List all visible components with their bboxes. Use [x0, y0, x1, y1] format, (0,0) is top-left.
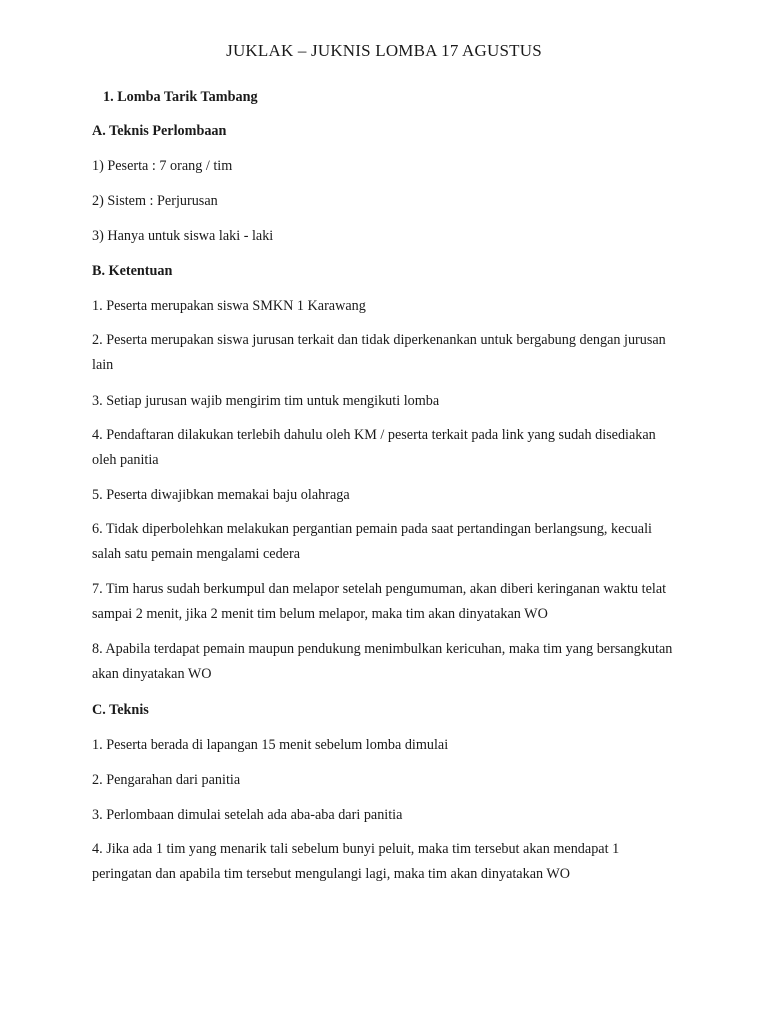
part-c-item-4: 4. Jika ada 1 tim yang menarik tali sebelum bunyi peluit, maka tim tersebut akan mendapat 1 peringatan dan apabila tim tersebut mengulangi lagi, maka tim akan dinyatakan WO — [92, 841, 620, 882]
part-c-item-3: 3. Perlombaan dimulai setelah ada aba-aba dari panitia — [92, 807, 403, 823]
part-b-item-7: 7. Tim harus sudah berkumpul dan melapor setelah pengumuman, akan diberi keringanan waktu telat sampai 2 menit, jika 2 menit tim belum melapor, maka tim akan dinyatakan WO — [92, 581, 667, 622]
part-b-heading: B. Ketentuan — [92, 263, 173, 279]
section-heading-tarik-tambang: 1. Lomba Tarik Tambang — [103, 89, 258, 105]
part-a-item-1: 1) Peserta : 7 orang / tim — [92, 158, 233, 174]
part-a-item-2: 2) Sistem : Perjurusan — [92, 193, 218, 209]
part-c-heading: C. Teknis — [92, 702, 149, 718]
part-a-heading: A. Teknis Perlombaan — [92, 123, 227, 139]
part-b-item-1: 1. Peserta merupakan siswa SMKN 1 Karawang — [92, 298, 366, 314]
part-c-item-2: 2. Pengarahan dari panitia — [92, 772, 241, 788]
document-title: JUKLAK – JUKNIS LOMBA 17 AGUSTUS — [226, 41, 542, 60]
part-b-item-4: 4. Pendaftaran dilakukan terlebih dahulu oleh KM / peserta terkait pada link yang sudah disediakan oleh panitia — [92, 427, 656, 468]
part-b-item-3: 3. Setiap jurusan wajib mengirim tim untuk mengikuti lomba — [92, 393, 440, 409]
part-a-item-3: 3) Hanya untuk siswa laki - laki — [92, 228, 274, 244]
part-b-item-2: 2. Peserta merupakan siswa jurusan terkait dan tidak diperkenankan untuk bergabung dengan jurusan lain — [92, 332, 666, 373]
part-b-item-6: 6. Tidak diperbolehkan melakukan pergantian pemain pada saat pertandingan berlangsung, kecuali salah satu pemain mengalami cedera — [92, 521, 652, 562]
part-b-item-8: 8. Apabila terdapat pemain maupun pendukung menimbulkan kericuhan, maka tim yang bersangkutan akan dinyatakan WO — [92, 641, 673, 682]
part-c-item-1: 1. Peserta berada di lapangan 15 menit sebelum lomba dimulai — [92, 737, 449, 753]
part-b-item-5: 5. Peserta diwajibkan memakai baju olahraga — [92, 487, 350, 503]
